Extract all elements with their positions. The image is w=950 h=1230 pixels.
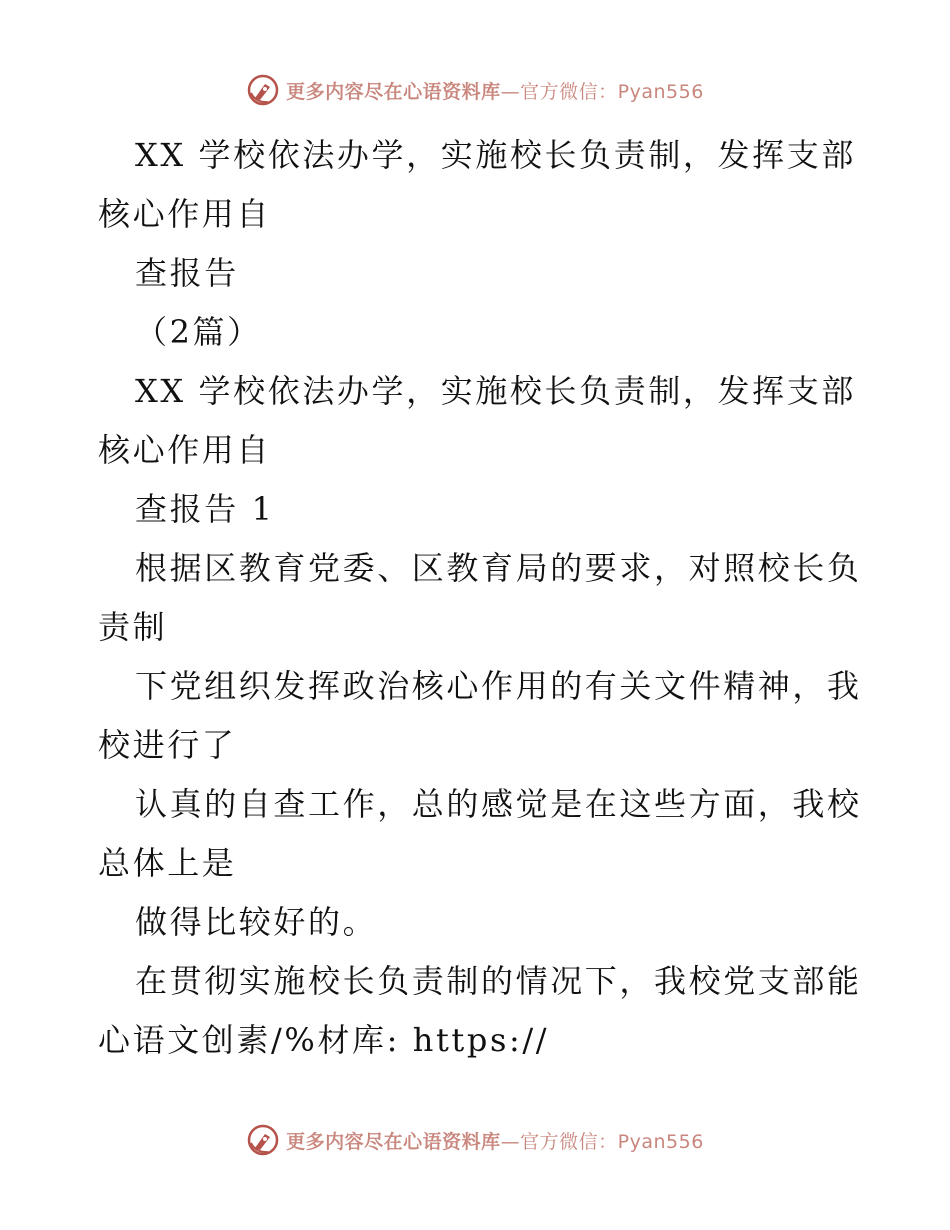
footer-banner-text <box>286 1127 704 1154</box>
header-banner <box>0 70 950 110</box>
doc-line-title-3: 查报告 <box>135 254 239 292</box>
doc-line-subtitle-2: 核心作用自 <box>98 431 272 469</box>
doc-line-paragraph: 做得比较好的。 <box>135 903 378 941</box>
pen-nib-logo-icon <box>246 73 280 107</box>
doc-line-paragraph: 责制 <box>98 608 168 646</box>
doc-line-title-2: 核心作用自 <box>98 195 272 233</box>
footer-banner-title: 更多内容尽在心语资料库 <box>286 1130 501 1153</box>
doc-line-paragraph: 总体上是 <box>98 844 237 882</box>
doc-line-title-1: XX 学校依法办学，实施校长负责制，发挥支部 <box>135 136 856 174</box>
doc-line-paragraph: 根据区教育党委、区教育局的要求，对照校长负 <box>135 549 862 587</box>
header-banner-wechat: —官方微信：Pyan556 <box>500 80 704 103</box>
doc-line-paragraph: 在贯彻实施校长负责制的情况下，我校党支部能 <box>135 962 862 1000</box>
footer-banner-wechat: —官方微信：Pyan556 <box>500 1130 704 1153</box>
doc-line-watermark-url: 心语文创素/%材库: https:// <box>98 1021 550 1059</box>
doc-line-paragraph: 认真的自查工作，总的感觉是在这些方面，我校 <box>135 785 862 823</box>
header-banner-text <box>286 77 704 104</box>
pen-nib-logo-icon <box>246 1123 280 1157</box>
doc-line-paragraph: 下党组织发挥政治核心作用的有关文件精神，我 <box>135 667 862 705</box>
doc-line-paragraph: 校进行了 <box>98 726 237 764</box>
doc-line-subtitle-3: 查报告 1 <box>135 490 275 528</box>
footer-banner <box>0 1120 950 1160</box>
header-banner-title: 更多内容尽在心语资料库 <box>286 80 501 103</box>
doc-line-subtitle-1: XX 学校依法办学，实施校长负责制，发挥支部 <box>135 372 856 410</box>
document-body <box>98 126 862 1070</box>
doc-line-count: （2篇） <box>135 313 262 351</box>
